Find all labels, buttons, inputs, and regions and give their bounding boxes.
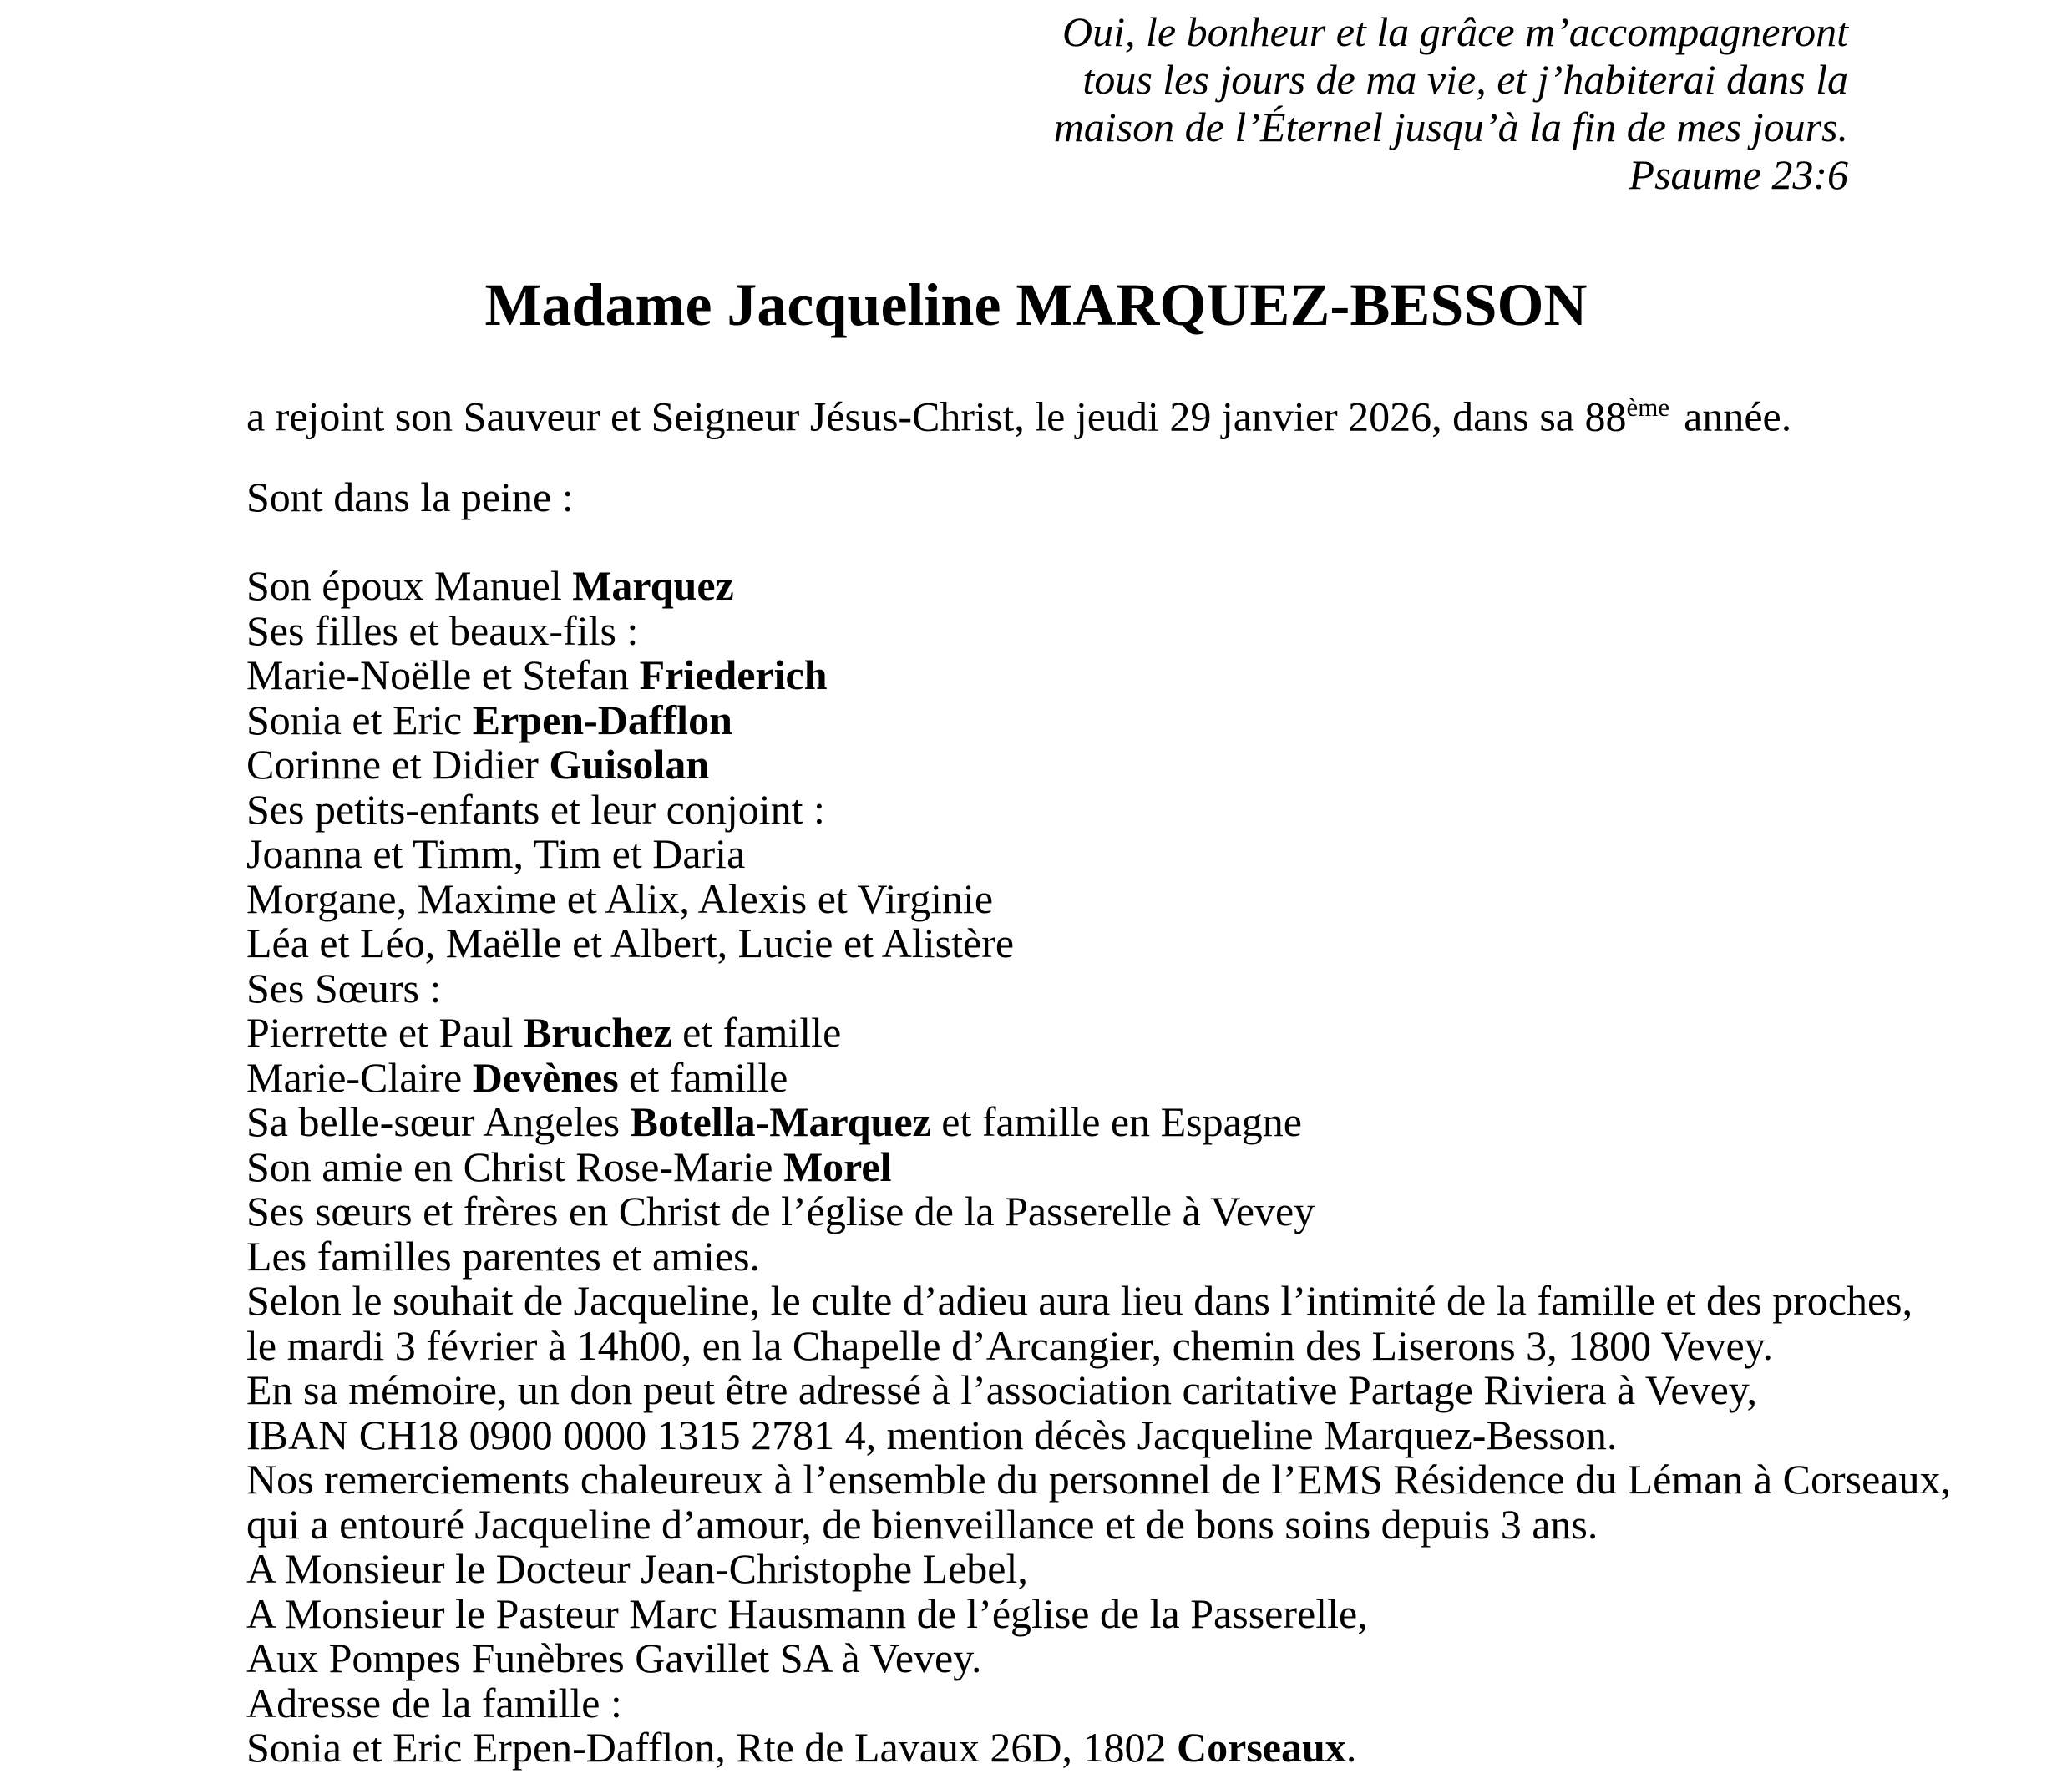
text-line xyxy=(246,1589,1951,1637)
text-segment: A Monsieur le Docteur Jean-Christophe Lebel, xyxy=(246,1545,1028,1592)
ordinal-superscript: ème xyxy=(1626,393,1670,422)
text-line xyxy=(246,1234,1951,1280)
text-segment: et famille xyxy=(671,1009,842,1056)
epigraph-lines xyxy=(1054,8,1848,151)
text-line xyxy=(246,1189,1951,1234)
text-line xyxy=(246,1500,1951,1548)
text-segment: et famille xyxy=(618,1053,788,1101)
text-segment: A Monsieur le Pasteur Marc Hausmann de l’église de la Passerelle, xyxy=(246,1589,1368,1637)
text-line xyxy=(246,1279,1951,1324)
text-line xyxy=(1054,56,1848,104)
text-line xyxy=(246,1547,1951,1592)
text-line xyxy=(246,832,1951,877)
surname-bold: Devènes xyxy=(472,1053,619,1101)
text-segment: Sonia et Eric Erpen-Dafflon, Rte de Lavaux 26D, 1802 xyxy=(246,1724,1178,1771)
text-segment: le mardi 3 février à 14h00, en la Chapelle d’Arcangier, chemin des Liserons 3, 1800 Vevey. xyxy=(246,1321,1773,1369)
text-segment: Marie-Noëlle et Stefan xyxy=(246,651,640,698)
surname-bold: Bruchez xyxy=(523,1009,672,1056)
text-line xyxy=(246,1726,1951,1771)
surname-bold: Marquez xyxy=(572,562,734,609)
text-segment: Ses petits-enfants et leur conjoint : xyxy=(246,785,825,833)
text-line xyxy=(246,1368,1951,1413)
text-line xyxy=(246,1011,1951,1056)
text-line xyxy=(246,1053,1951,1101)
text-segment: IBAN CH18 0900 0000 1315 2781 4, mention décès Jacqueline Marquez-Besson. xyxy=(246,1411,1618,1458)
text-segment: tous les jours de ma vie, et j’habiterai dans la xyxy=(1082,56,1848,103)
text-line xyxy=(246,564,1951,609)
text-segment: maison de l’Éternel jusqu’à la fin de mes jours. xyxy=(1053,104,1848,150)
surname-bold: Morel xyxy=(783,1143,892,1190)
text-line xyxy=(246,874,1951,922)
text-line xyxy=(246,698,1951,743)
text-line xyxy=(246,785,1951,833)
text-line xyxy=(246,1681,1951,1726)
text-segment: Nos remerciements chaleureux à l’ensemble du personnel de l’EMS Résidence du Léman à Corseaux, xyxy=(246,1456,1951,1503)
text-segment: et famille en Espagne xyxy=(930,1098,1302,1145)
text-line xyxy=(246,742,1951,788)
announcement-text: a rejoint son Sauveur et Seigneur Jésus-Christ, le jeudi 29 janvier 2026, dans sa 88 xyxy=(246,393,1627,440)
epigraph xyxy=(1054,8,1848,199)
text-line xyxy=(1054,104,1848,151)
text-line xyxy=(246,1145,1951,1190)
surname-bold: Botella-Marquez xyxy=(630,1098,931,1145)
text-segment: Les familles parentes et amies. xyxy=(246,1232,761,1280)
family-list xyxy=(246,564,1951,1771)
surname-bold: Friederich xyxy=(639,651,828,698)
text-segment: Morgane, Maxime et Alix, Alexis et Virginie xyxy=(246,874,994,922)
announcement-text-end: année. xyxy=(1684,393,1792,440)
announcement-line xyxy=(246,385,1791,439)
text-segment: Léa et Léo, Maëlle et Albert, Lucie et Alistère xyxy=(246,920,1015,966)
text-segment: Sa belle-sœur Angeles xyxy=(246,1098,631,1145)
text-segment: Adresse de la famille : xyxy=(246,1679,622,1726)
text-segment: Aux Pompes Funèbres Gavillet SA à Vevey. xyxy=(246,1634,982,1681)
text-segment: En sa mémoire, un don peut être adressé à l’association caritative Partage Riviera à Vevey, xyxy=(246,1366,1758,1413)
text-line xyxy=(246,653,1951,698)
surname-bold: Erpen-Dafflon xyxy=(472,696,732,743)
intro-line: Sont dans la peine : xyxy=(246,474,574,520)
surname-bold: Corseaux xyxy=(1177,1724,1346,1771)
text-line xyxy=(246,1100,1951,1145)
text-line xyxy=(246,1321,1951,1369)
text-line xyxy=(246,1413,1951,1458)
text-segment: . xyxy=(1345,1724,1357,1771)
text-segment: qui a entouré Jacqueline d’amour, de bienveillance et de bons soins depuis 3 ans. xyxy=(246,1500,1598,1548)
text-segment: Pierrette et Paul xyxy=(246,1009,524,1056)
text-segment: Sonia et Eric xyxy=(246,696,473,743)
text-segment: Ses Sœurs : xyxy=(246,964,442,1011)
text-segment: Joanna et Timm, Tim et Daria xyxy=(246,830,746,877)
text-segment: Marie-Claire xyxy=(246,1053,473,1101)
text-line xyxy=(246,966,1951,1011)
psalm-reference: Psaume 23:6 xyxy=(1629,151,1848,198)
text-segment: Corinne et Didier xyxy=(246,741,550,788)
text-line xyxy=(246,921,1951,966)
text-segment: Ses filles et beaux-fils : xyxy=(246,606,639,654)
text-line xyxy=(246,1636,1951,1681)
text-line xyxy=(1054,8,1848,56)
text-line xyxy=(246,1457,1951,1503)
text-line xyxy=(246,606,1951,654)
text-segment: Son amie en Christ Rose-Marie xyxy=(246,1143,783,1190)
page-title: Madame Jacqueline MARQUEZ-BESSON xyxy=(484,271,1588,338)
text-segment: Selon le souhait de Jacqueline, le culte d’adieu aura lieu dans l’intimité de la famille et des proches, xyxy=(246,1277,1913,1324)
text-segment: Oui, le bonheur et la grâce m’accompagneront xyxy=(1062,8,1848,55)
surname-bold: Guisolan xyxy=(549,741,710,788)
text-segment: Ses sœurs et frères en Christ de l’église de la Passerelle à Vevey xyxy=(246,1188,1315,1234)
text-segment: Son époux Manuel xyxy=(246,562,573,609)
